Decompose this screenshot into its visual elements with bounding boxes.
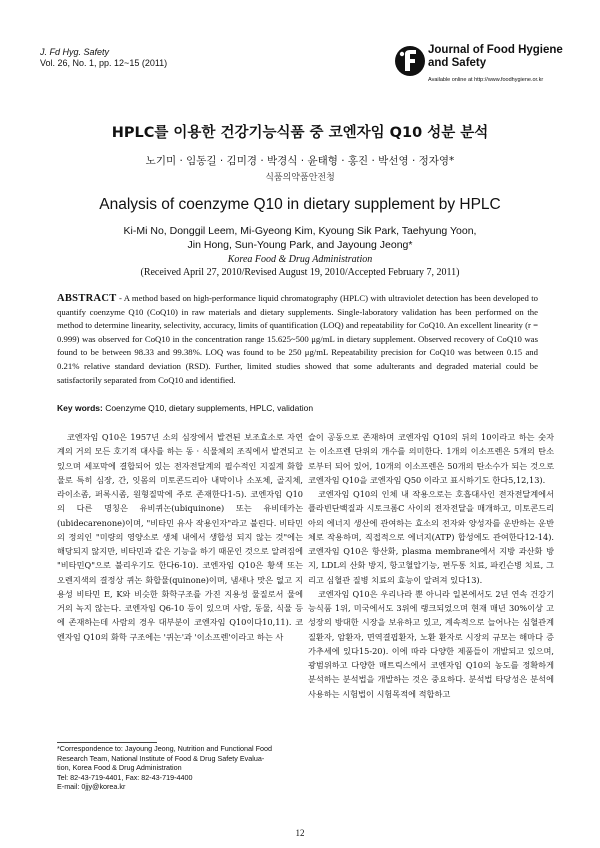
- keywords-text: Coenzyme Q10, dietary supplements, HPLC, validation: [102, 403, 314, 413]
- body-column-left: [57, 430, 303, 644]
- body-paragraph: 코엔자임 Q10의 인체 내 작용으로는 호흡대사인 전자전달계에서 플라빈단백질과 시토크롬C 사이의 전자전달을 매개하고, 미토콘드리아의 에너지 생산에 관여하는 효소의 전자와 양성자를 운반하는 운반체로 작용하며, 직접적으로 에너지(ATP) 합성에도 관여한다12-14). 코엔자임 Q10은 항산화, plasma membrane에서 지방 과산화 방지, LDL의 산화 방지, 항고혈압기능, 편두통 치료, 파킨슨병 치료, 그리고 심혈관 질병 치료의 효능이 알려져 있다13).: [308, 489, 554, 585]
- body-column-right: [308, 430, 554, 701]
- title-korean: HPLC를 이용한 건강기능식품 중 코엔자임 Q10 성분 분석: [111, 125, 489, 141]
- authors-english: [0, 224, 600, 252]
- journal-citation: [40, 47, 167, 69]
- received-dates: (Received April 27, 2010/Revised August 19, 2010/Accepted February 7, 2011): [140, 267, 460, 278]
- journal-logo-icon: [393, 44, 427, 78]
- footnote-divider: [57, 742, 157, 743]
- journal-name-short: J. Fd Hyg. Safety: [40, 47, 110, 57]
- keywords: [57, 403, 538, 413]
- footnote-line: tion, Korea Food & Drug Administration: [57, 763, 182, 773]
- footnote-line: Tel: 82-43-719-4401, Fax: 82-43-719-4400: [57, 772, 193, 782]
- logo-title-line2: and Safety: [428, 57, 487, 69]
- body-paragraph: 코엔자임 Q10은 우리나라 뿐 아니라 일본에서도 2년 연속 건강기능식품 1위, 미국에서도 3위에 랭크되었으며 현재 매년 30%이상 고성장의 방대한 시장을 보유하고 있고, 계속적으로 늘어나는 심혈관계 질환자, 암환자, 면역결핍환자, 노환 환자로 시장의 규모는 해마다 증가추세에 있다15-20). 이에 따라 다양한 제품들이 개발되고 있으며, 광범위하고 다양한 매트릭스에서 코엔자임 Q10의 농도를 정확하게 분석하는 분석법을 개발하는 것은 중요하다. 분석법 타당성은 분석에 사용하는 시험법이 시험목적에 적합하고: [308, 588, 554, 699]
- affiliation-english: Korea Food & Drug Administration: [227, 254, 373, 265]
- journal-volume: Vol. 26, No. 1, pp. 12~15 (2011): [40, 58, 168, 68]
- body-paragraph: 슬이 공동으로 존재하며 코엔자임 Q10의 뒤의 10이라고 하는 숫자는 이소프렌 단위의 개수를 의미한다. 1개의 이소프렌은 5개의 탄소로부터 되어 있어, 10개의 이소프렌은 50개의 탄소수가 되는 것으로 코엔자임 Q10을 코엔자임 Q50 이라고 표시하기도 한다5,12,13).: [308, 432, 554, 485]
- page-number: 12: [295, 828, 305, 838]
- abstract-text: - A method based on high-performance liquid chromatography (HPLC) with ultraviolet detection has been developed to quantify coenzyme Q10 (CoQ10) in raw materials and dietary supplements. Single-laboratory validation has been performed on the method to determine linearity, selectivity, accuracy, limits of quantification (LOQ) and repeatability for CoQ10. An excellent linearity (r = 0.999) was observed for CoQ10 in the concentration range 15.625~500 μg/mL in dietary supplement. Observed recovery of CoQ10 was found to be between 98.33 and 99.38%. LOQ was found to be 250 μg/mL Repeatability precision for CoQ10 was between 0.15 and 0.21% relative standard deviation (RSD). Further, limited studies showed that some adulterants and degraded material could be satisfactorily separated from CoQ10 and identified.: [57, 293, 538, 385]
- footnote-line: Research Team, National Institute of Food & Drug Safety Evalua-: [57, 753, 265, 763]
- abstract: [57, 292, 538, 387]
- footnote-line: *Correspondence to: Jayoung Jeong, Nutrition and Functional Food: [57, 744, 272, 753]
- authors-english-line1: Ki-Mi No, Donggil Leem, Mi-Gyeong Kim, Kyoung Sik Park, Taehyung Yoon,: [123, 225, 477, 237]
- logo-title-line1: Journal of Food Hygiene: [428, 44, 563, 56]
- journal-logo-title: [428, 44, 563, 70]
- authors-english-line2: Jin Hong, Sun-Young Park, and Jayoung Jeong*: [187, 239, 413, 251]
- footnote-line: E-mail: 0jjy@korea.kr: [57, 782, 126, 792]
- title-english: Analysis of coenzyme Q10 in dietary supplement by HPLC: [99, 196, 501, 213]
- abstract-label: ABSTRACT: [57, 293, 117, 304]
- affiliation-korean: 식품의약품안전청: [265, 173, 335, 183]
- keywords-label: Key words:: [57, 403, 103, 413]
- authors-korean: 노기미 · 임동길 · 김미경 · 박경식 · 윤태형 · 홍진 · 박선영 · 정자영*: [145, 155, 455, 167]
- journal-url: Available online at http://www.foodhygiene.or.kr: [428, 77, 544, 83]
- correspondence-footnote: [57, 744, 307, 792]
- body-paragraph: 코엔자임 Q10은 1957년 소의 심장에서 발견된 보조효소로 자연계의 거의 모든 호기적 대사를 하는 동 · 식물체의 조직에서 발견되고 있으며 세포막에 결합되어 있는 전자전달계의 필수적인 지질계 화합물로 특히 심장, 간, 잇몸의 미토콘드리아 내막이나 소포체, 골지체, 라이소좀, 퍼록시좀, 원형질막에 주로 존재한다1-5). 코엔자임 Q10의 다른 명칭은 유비퀴논(ubiquinone) 또는 유비데카논(ubidecarenone)이며, "비타민 유사 작용인자"라고 불린다. 비타민의 정의인 "미량의 영양소로 생체 내에서 생합성 되지 않는 것"에는 해당되지 않지만, 비타민과 같은 기능을 하기 때문인 것으로 알려짐에 "비타민Q"으로 불리우기도 한다6-10). 코엔자임 Q10은 황색 또는 오렌지색의 결정상 퀴논 화합물(quinone)이며, 냄새나 맛은 없고 지용성 비타민 E, K와 비슷한 화학구조를 가진 지용성 물질로서 물에 거의 녹지 않는다. 코엔자임 Q6-10 등이 있으며 사람, 동물, 식물 등에 존재하는데 사람의 경우 대부분이 코엔자임 Q10이다10,11). 코엔자임 Q10의 화학 구조에는 '퀴논'과 '이소프렌'이라고 하는 사: [57, 432, 303, 642]
